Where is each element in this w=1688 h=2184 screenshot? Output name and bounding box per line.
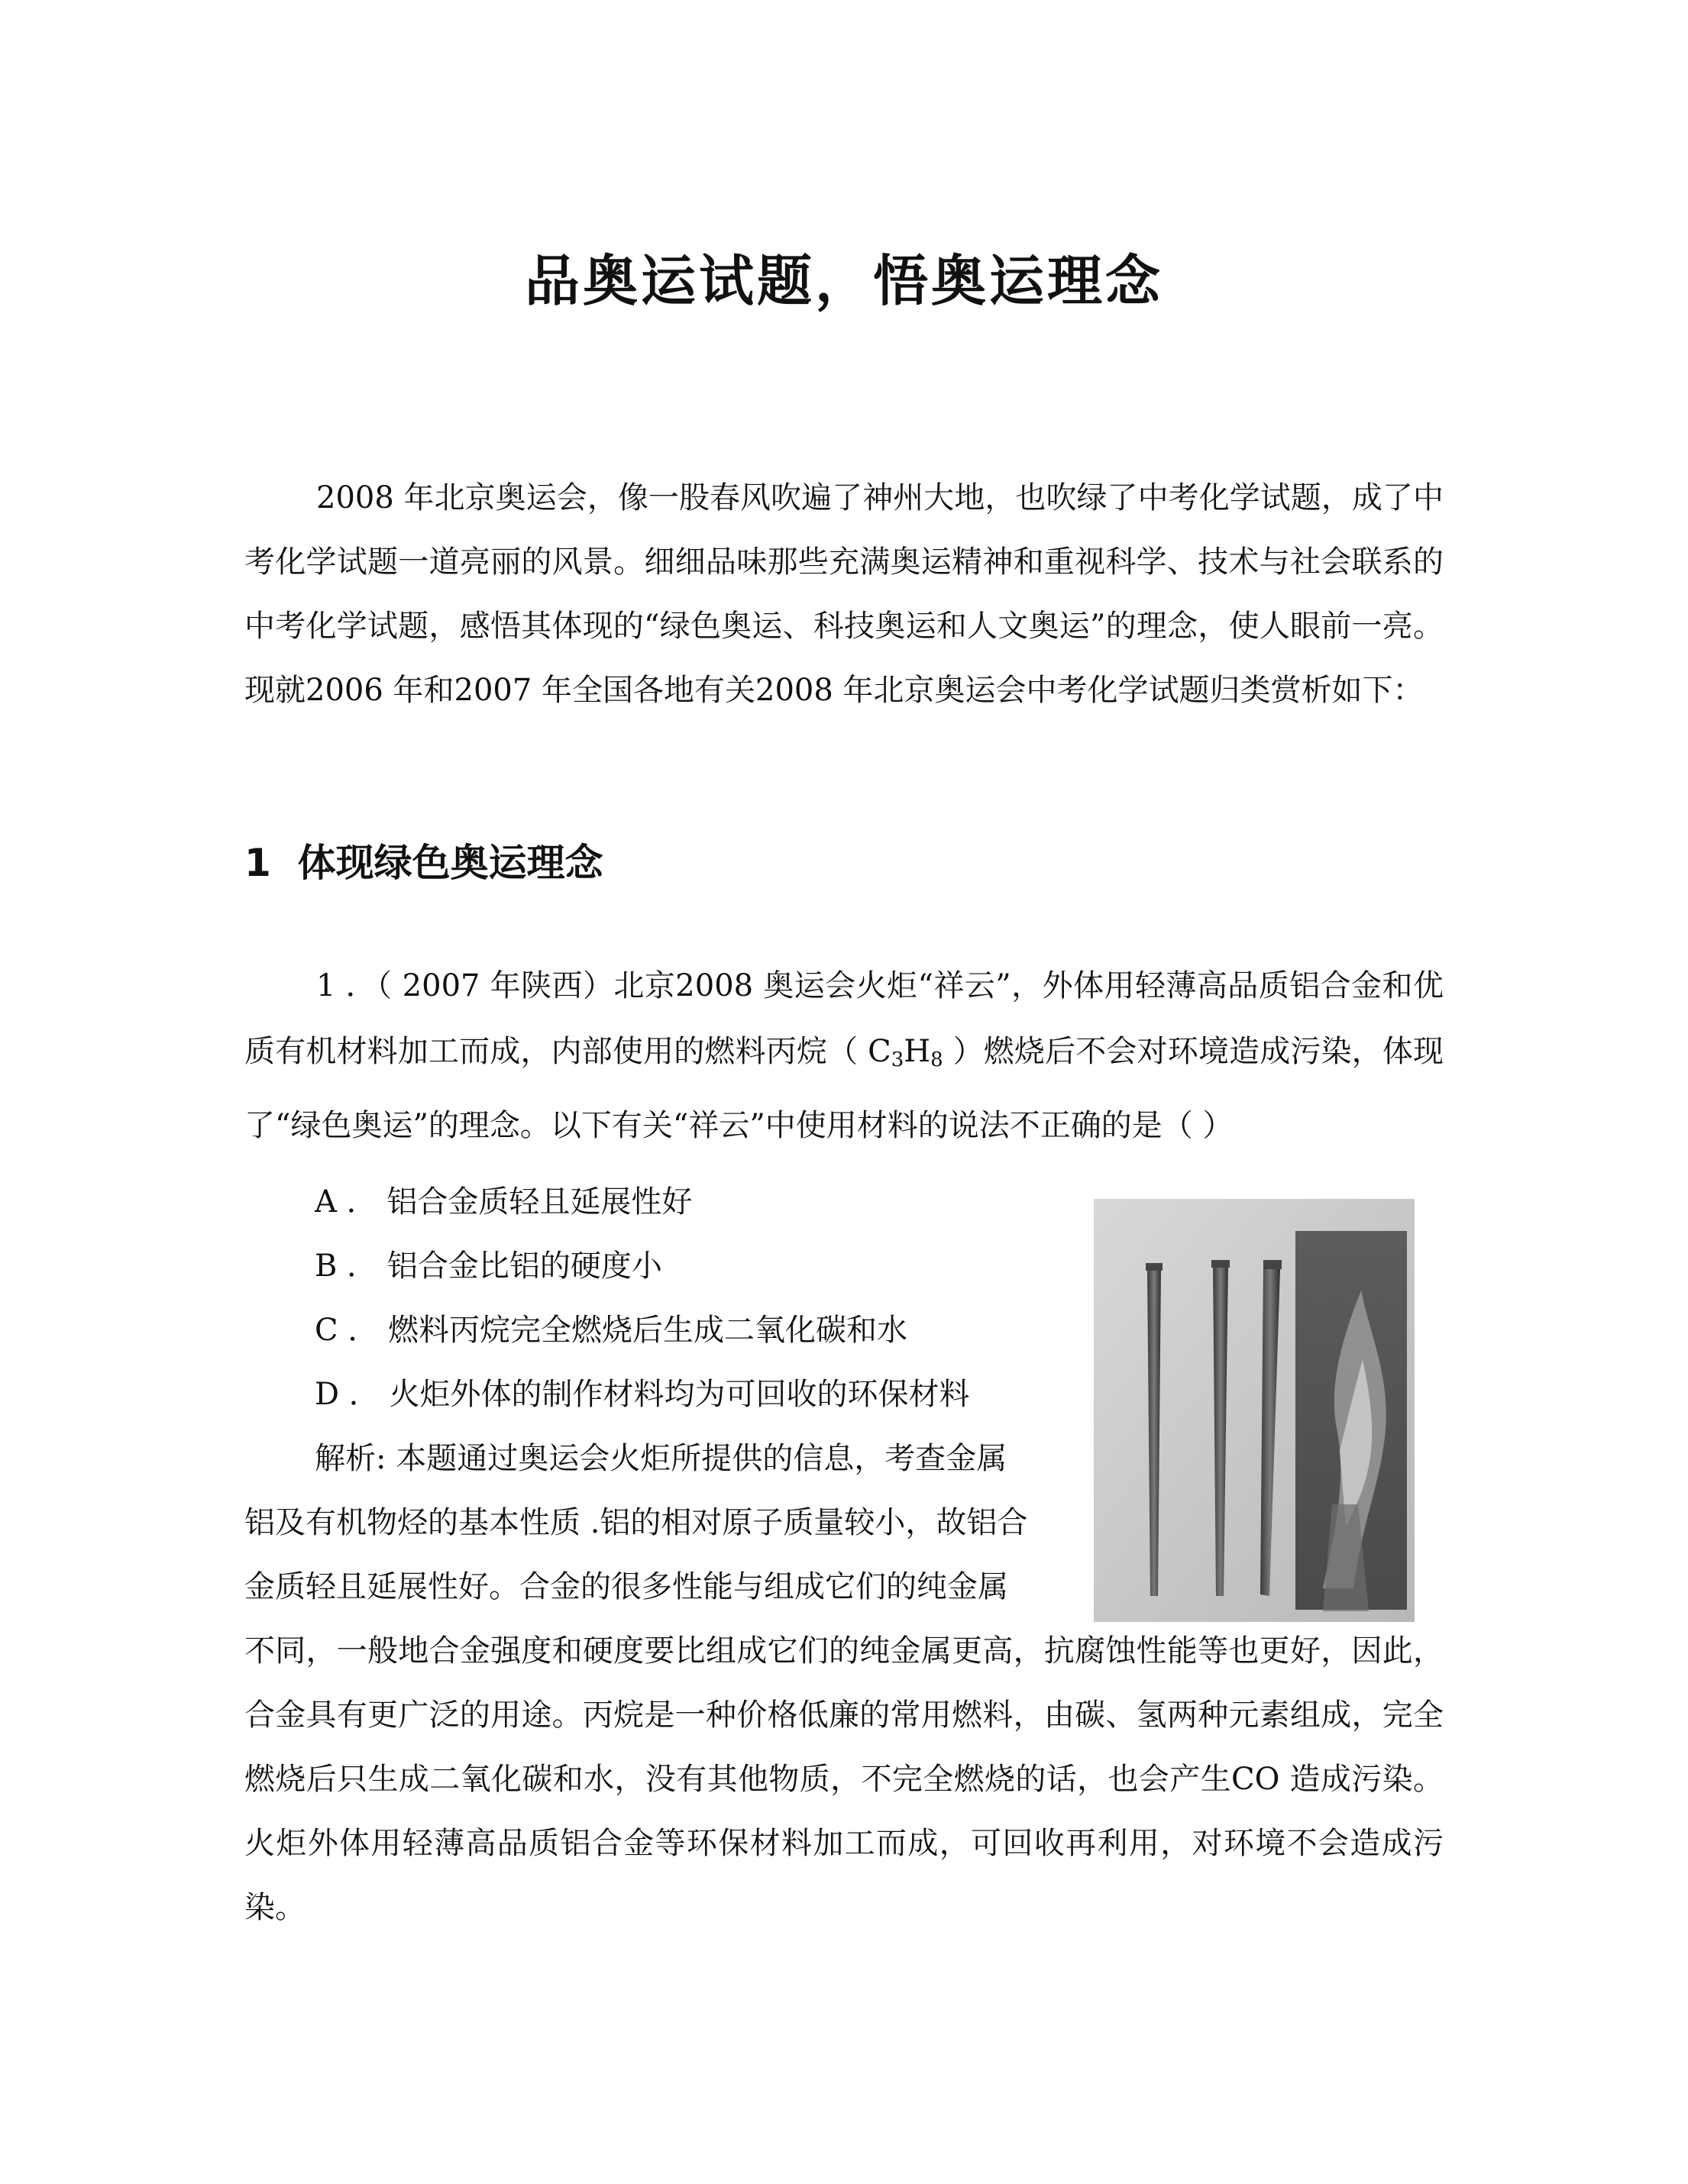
section-title: 体现绿色奥运理念	[297, 841, 603, 885]
analysis-line-3: 金质轻且延展性好。合金的很多性能与组成它们的纯金属	[244, 1569, 1008, 1604]
subscript-3: 3	[891, 1048, 904, 1071]
question-text-1: 1 ．（ 2007 年陕西）北京2008 奥运会火炬“祥云”，外体用轻薄高品质铝合金和优质有机材料加工而成，内部使用的燃料丙烷（ C	[244, 968, 1444, 1069]
section-heading	[244, 832, 603, 893]
analysis-wrapped	[244, 1426, 1069, 1619]
analysis-line-2: 铝及有机物烃的基本性质 .铝的相对原子质量较小，故铝合	[244, 1505, 1028, 1540]
question-text-2: ）燃烧后不会对环境造成污染，体现了“绿色奥运”的理念。以下有关“祥云”中使用材料的说法不正确的是（ ）	[244, 1034, 1444, 1143]
answer-options	[315, 1170, 970, 1426]
analysis-rest: 不同，一般地合金强度和硬度要比组成它们的纯金属更高，抗腐蚀性能等也更好，因此，合金具有更广泛的用途。丙烷是一种价格低廉的常用燃料，由碳、氢两种元素组成，完全燃烧后只生成二氧化碳和水，没有其他物质，不完全燃烧的话，也会产生CO 造成污染。火炬外体用轻薄高品质铝合金等环保材料加工而成，可回收再利用，对环境不会造成污染。	[244, 1633, 1444, 1925]
option-d: D ． 火炬外体的制作材料均为可回收的环保材料	[315, 1377, 970, 1412]
question-text-h: H	[904, 1034, 931, 1069]
torch-photo-icon	[1094, 1199, 1415, 1622]
subscript-8: 8	[930, 1048, 943, 1071]
intro-paragraph: 2008 年北京奥运会，像一股春风吹遍了神州大地，也吹绿了中考化学试题，成了中考化学试题一道亮丽的风景。细细品味那些充满奥运精神和重视科学、技术与社会联系的中考化学试题，感悟其体现的“绿色奥运、科技奥运和人文奥运”的理念，使人眼前一亮。现就2006 年和2007 年全国各地有关2008 年北京奥运会中考化学试题归类赏析如下：	[244, 480, 1444, 708]
analysis-continued	[244, 1619, 1444, 1940]
page-title: 品奥运试题，悟奥运理念	[524, 248, 1163, 313]
analysis-line-1: 解析: 本题通过奥运会火炬所提供的信息，考查金属	[315, 1441, 1007, 1476]
option-b: B ． 铝合金比铝的硬度小	[315, 1249, 662, 1284]
question-paragraph	[244, 953, 1444, 1158]
option-a: A ． 铝合金质轻且延展性好	[315, 1184, 693, 1220]
torch-illustration	[1094, 1199, 1415, 1622]
section-number: 1	[244, 841, 271, 885]
option-c: C ． 燃料丙烷完全燃烧后生成二氧化碳和水	[315, 1313, 908, 1348]
